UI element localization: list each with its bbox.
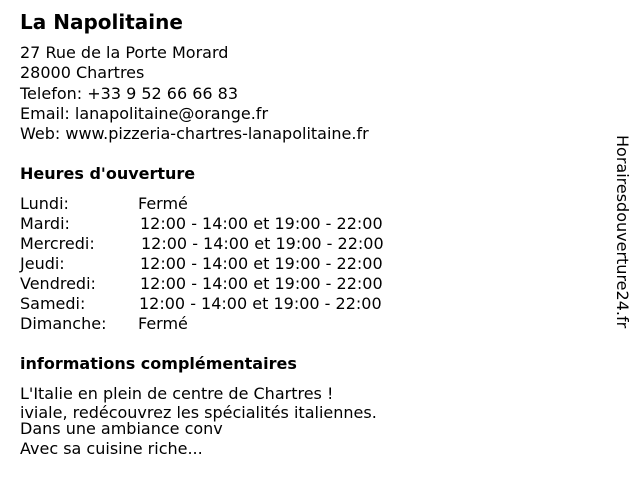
day-hours: 12:00 - 14:00 et 19:00 - 22:00: [141, 234, 384, 253]
day-label: Samedi:: [20, 294, 86, 313]
business-name: La Napolitaine: [20, 10, 183, 34]
info-line: Avec sa cuisine riche...: [20, 439, 203, 458]
day-label: Mercredi:: [20, 234, 95, 253]
day-hours: 12:00 - 14:00 et 19:00 - 22:00: [139, 294, 382, 313]
info-line: Dans une ambiance conv: [20, 419, 223, 438]
address-street: 27 Rue de la Porte Morard: [20, 43, 229, 62]
day-hours: 12:00 - 14:00 et 19:00 - 22:00: [140, 214, 383, 233]
day-label: Lundi:: [20, 194, 69, 213]
day-hours: Fermé: [138, 194, 188, 213]
day-label: Jeudi:: [20, 254, 65, 273]
day-label: Dimanche:: [20, 314, 107, 333]
info-heading: informations complémentaires: [20, 354, 297, 373]
side-brand-watermark: [612, 135, 640, 365]
info-line: iviale, redécouvrez les spécialités italiennes.: [20, 403, 377, 422]
info-line: L'Italie en plein de centre de Chartres !: [20, 384, 334, 403]
day-label: Vendredi:: [20, 274, 96, 293]
email-line: Email: lanapolitaine@orange.fr: [20, 104, 269, 123]
phone-line: Telefon: +33 9 52 66 66 83: [20, 84, 239, 103]
hours-heading: Heures d'ouverture: [20, 164, 196, 183]
day-hours: Fermé: [138, 314, 188, 333]
day-hours: 12:00 - 14:00 et 19:00 - 22:00: [140, 254, 383, 273]
address-city: 28000 Chartres: [20, 63, 145, 82]
day-label: Mardi:: [20, 214, 70, 233]
day-hours: 12:00 - 14:00 et 19:00 - 22:00: [140, 274, 383, 293]
web-line: Web: www.pizzeria-chartres-lanapolitaine.fr: [20, 124, 369, 143]
side-brand-text: Horairesdouverture24.fr: [613, 135, 632, 329]
